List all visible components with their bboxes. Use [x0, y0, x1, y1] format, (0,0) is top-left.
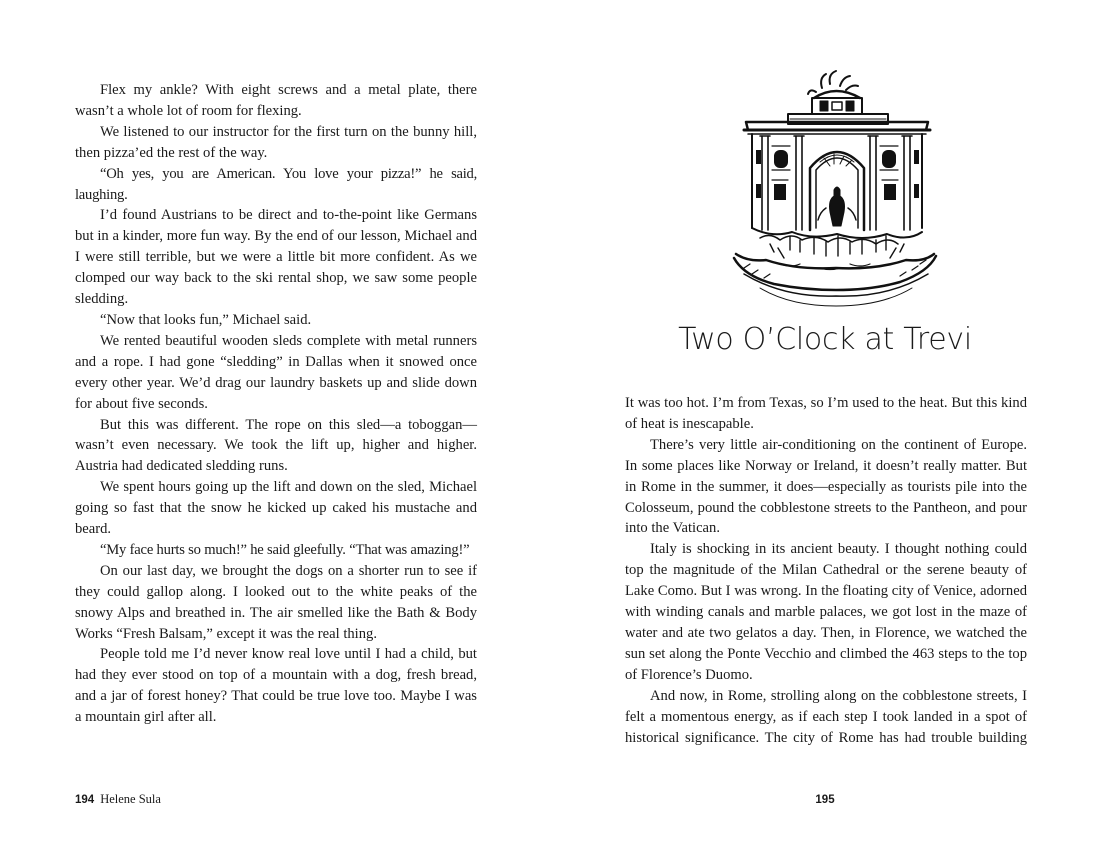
paragraph: We spent hours going up the lift and down on the sled, Michael going so fast that the snow he kicked up caked his mustache and beard. — [75, 479, 477, 538]
paragraph: I’d found Austrians to be direct and to-the-point like Germans but in a kinder, more fun way. By the end of our lesson, Michael and I were still terrible, but we were a little bit more confident. As we clomped our way back to the ski rental shop, we saw some people sledding. — [75, 207, 477, 308]
right-page — [550, 0, 1100, 850]
page-number: 194 — [75, 794, 95, 806]
right-footer — [550, 792, 1100, 807]
paragraph: We listened to our instructor for the first turn on the bunny hill, then pizza’ed the rest of the way. — [75, 123, 477, 161]
chapter-title: Two O’Clock at Trevi — [678, 322, 972, 357]
paragraph: Italy is shocking in its ancient beauty. I thought nothing could top the magnitude of the Milan Cathedral or the serene beauty of Lake Como. But I was wrong. In the floating city of Venice, adorned with winding canals and marble palaces, we got lost in the maze of water and ate two gelatos a day. Then, in Florence, we watched the sun set along the Ponte Vecchio and climbed the 463 steps to the top of Florence’s Duomo. — [625, 541, 1027, 683]
paragraph: Flex my ankle? With eight screws and a metal plate, there wasn’t a whole lot of room for flexing. — [75, 82, 477, 119]
running-head-author: Helene Sula — [100, 792, 161, 806]
paragraph: “Now that looks fun,” Michael said. — [100, 311, 312, 328]
right-body-text — [625, 393, 1027, 748]
paragraph: On our last day, we brought the dogs on a shorter run to see if they could gallop along. I looked out to the white peaks of the snowy Alps and breathed in. The air smelled like the Bath & Body Works “Fresh Balsam,” except it was the real thing. — [75, 562, 477, 642]
paragraph: People told me I’d never know real love until I had a child, but had they ever stood on top of a mountain with a dog, fresh bread, and a jar of forest honey? That could be true love too. Maybe I was a mountain girl after all. — [75, 646, 477, 726]
paragraph: And now, in Rome, strolling along on the cobblestone streets, I felt a momentous energy, as if each step I took landed in a spot of historical significance. The city of Rome has had trouble building — [625, 687, 1027, 746]
trevi-fountain-sketch-icon — [730, 58, 940, 314]
paragraph: “My face hurts so much!” he said gleefully. “That was amazing!” — [100, 541, 470, 558]
paragraph: But this was different. The rope on this sled—a toboggan—wasn’t even necessary. We took the lift up, higher and higher. Austria had dedicated sledding runs. — [75, 416, 477, 475]
paragraph: “Oh yes, you are American. You love your pizza!” he said, laughing. — [75, 165, 477, 203]
paragraph: It was too hot. I’m from Texas, so I’m used to the heat. But this kind of heat is inescapable. — [625, 395, 1027, 432]
page-number: 195 — [815, 794, 835, 806]
paragraph: There’s very little air-conditioning on the continent of Europe. In some places like Norway or Ireland, it doesn’t really matter. But in Rome in the summer, it does—especially as tourists pile into the Colosseum, pound the cobblestone streets to the Pantheon, and pour into the Vatican. — [625, 436, 1027, 537]
left-body-text — [75, 80, 477, 728]
paragraph: We rented beautiful wooden sleds complete with metal runners and a rope. I had gone “sledding” in Dallas when it snowed once every other year. We’d drag our laundry baskets up and slide down for about five seconds. — [75, 332, 477, 412]
left-footer — [75, 792, 161, 807]
